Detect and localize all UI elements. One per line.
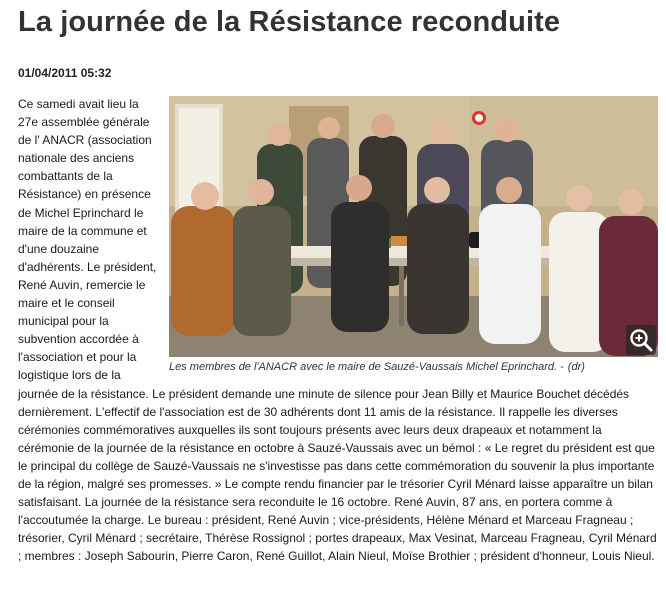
photo-credit: (dr) <box>567 361 585 373</box>
article-main-text: président demande une minute de silence pour Jean Billy et Maurice Bouchet décédés dernièrement. L'effectif de l'association est de 30 adhérents dont 11 amis de la résistance. Il rappelle les diverses cérémonies commémoratives auxquelles ils sont toujours présents avec leurs deux drapeaux et notamment la cérémonie de la journée de la résistance en octobre à Sauzé-Vaussais avec un bémol : « Le regret du président est que le principal du collège de Sauzé-Vaussais ne s'investisse pas dans cette commémoration du souvenir la plus importante de la région, malgré ses promesses. » Le compte rendu financier par le trésorier Cyril Ménard laisse apparaître un bilan satisfaisant. La journée de la résistance sera reconduite le 16 octobre. René Auvin, 87 ans, en portera comme à l'accoutumée la charge. Le bureau : président, René Auvin ; vice-présidents, Hélène Ménard et Marceau Fragneau ; trésorier, Cyril Ménard ; secrétaire, Thérèse Rossignol ; portes drapeaux, Max Vesinat, Marceau Fragneau, Cyril Ménard ; membres : Joseph Sabourin, Pierre Caron, René Guillot, Alain Nieul, Moïse Brothier ; président d'honneur, Louis Nieul. <box>18 386 657 564</box>
article-intro-text: Ce samedi avait lieu la 27e assemblée générale de l' ANACR (association nationale des anciens combattants de la Résistance) en présence de Michel Eprinchard le maire de la commune et d'une douzaine d'adhérents. Le président, René Auvin, remercie le maire et le conseil municipal pour la subvention accordée à l'association et pour la logistique lors de la journée de la résistance. Le <box>18 97 166 401</box>
article-date: 01/04/2011 05:32 <box>18 66 112 80</box>
article-title: La journée de la Résistance reconduite <box>18 6 561 38</box>
article-body <box>18 95 658 565</box>
magnifier-plus-icon[interactable] <box>626 325 656 355</box>
group-photo[interactable] <box>169 96 658 357</box>
group-photo-illustration <box>169 96 658 357</box>
photo-caption-text: Les membres de l'ANACR avec le maire de Sauzé-Vaussais Michel Eprinchard. - <box>169 361 564 373</box>
article-figure <box>169 96 658 374</box>
photo-caption <box>169 357 658 374</box>
magnifier-plus-glyph <box>626 325 656 355</box>
